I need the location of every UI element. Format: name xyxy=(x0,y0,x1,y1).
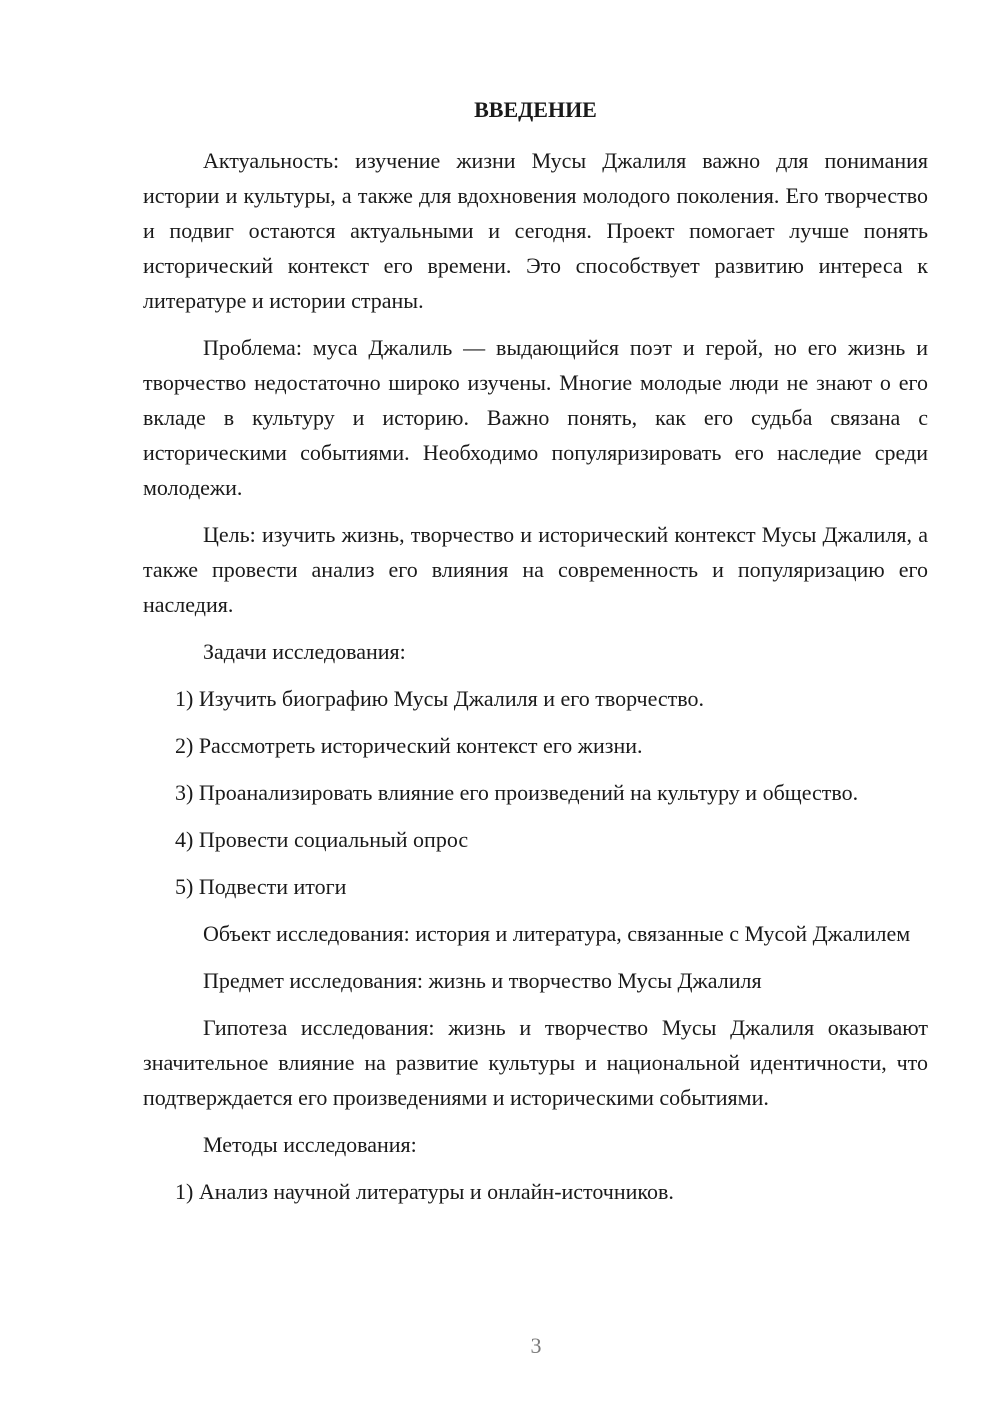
paragraph-hypothesis: Гипотеза исследования: жизнь и творчество Мусы Джалиля оказывают значительное влияние на развитие культуры и национальной идентичности, что подтверждается его произведениями и историческими событиями. xyxy=(143,1015,928,1110)
document-page xyxy=(143,92,928,1221)
paragraph-object: Объект исследования: история и литература, связанные с Мусой Джалилем xyxy=(203,921,911,946)
task-item-1: 1) Изучить биографию Мусы Джалиля и его творчество. xyxy=(175,686,705,711)
paragraph-problem: Проблема: муса Джалиль — выдающийся поэт и герой, но его жизнь и творчество недостаточно широко изучены. Многие молодые люди не знают о его вкладе в культуру и историю. Важно понять, как его судьба связана с историческими событиями. Необходимо популяризировать его наследие среди молодежи. xyxy=(143,335,928,500)
paragraph-goal: Цель: изучить жизнь, творчество и исторический контекст Мусы Джалиля, а также провести анализ его влияния на современность и популяризацию его наследия. xyxy=(143,522,928,617)
methods-heading: Методы исследования: xyxy=(203,1132,417,1157)
tasks-heading: Задачи исследования: xyxy=(203,639,406,664)
task-item-5: 5) Подвести итоги xyxy=(175,874,347,899)
paragraph-relevance: Актуальность: изучение жизни Мусы Джалиля важно для понимания истории и культуры, а также для вдохновения молодого поколения. Его творчество и подвиг остаются актуальными и сегодня. Проект помогает лучше понять исторический контекст его времени. Это способствует развитию интереса к литературе и истории страны. xyxy=(143,148,928,313)
task-item-3: 3) Проанализировать влияние его произведений на культуру и общество. xyxy=(175,780,859,805)
method-item-1: 1) Анализ научной литературы и онлайн-источников. xyxy=(175,1179,674,1204)
task-item-2: 2) Рассмотреть исторический контекст его жизни. xyxy=(175,733,643,758)
paragraph-subject: Предмет исследования: жизнь и творчество Мусы Джалиля xyxy=(203,968,762,993)
page-title: ВВЕДЕНИЕ xyxy=(474,97,597,122)
task-item-4: 4) Провести социальный опрос xyxy=(175,827,469,852)
page-number: 3 xyxy=(530,1333,542,1358)
